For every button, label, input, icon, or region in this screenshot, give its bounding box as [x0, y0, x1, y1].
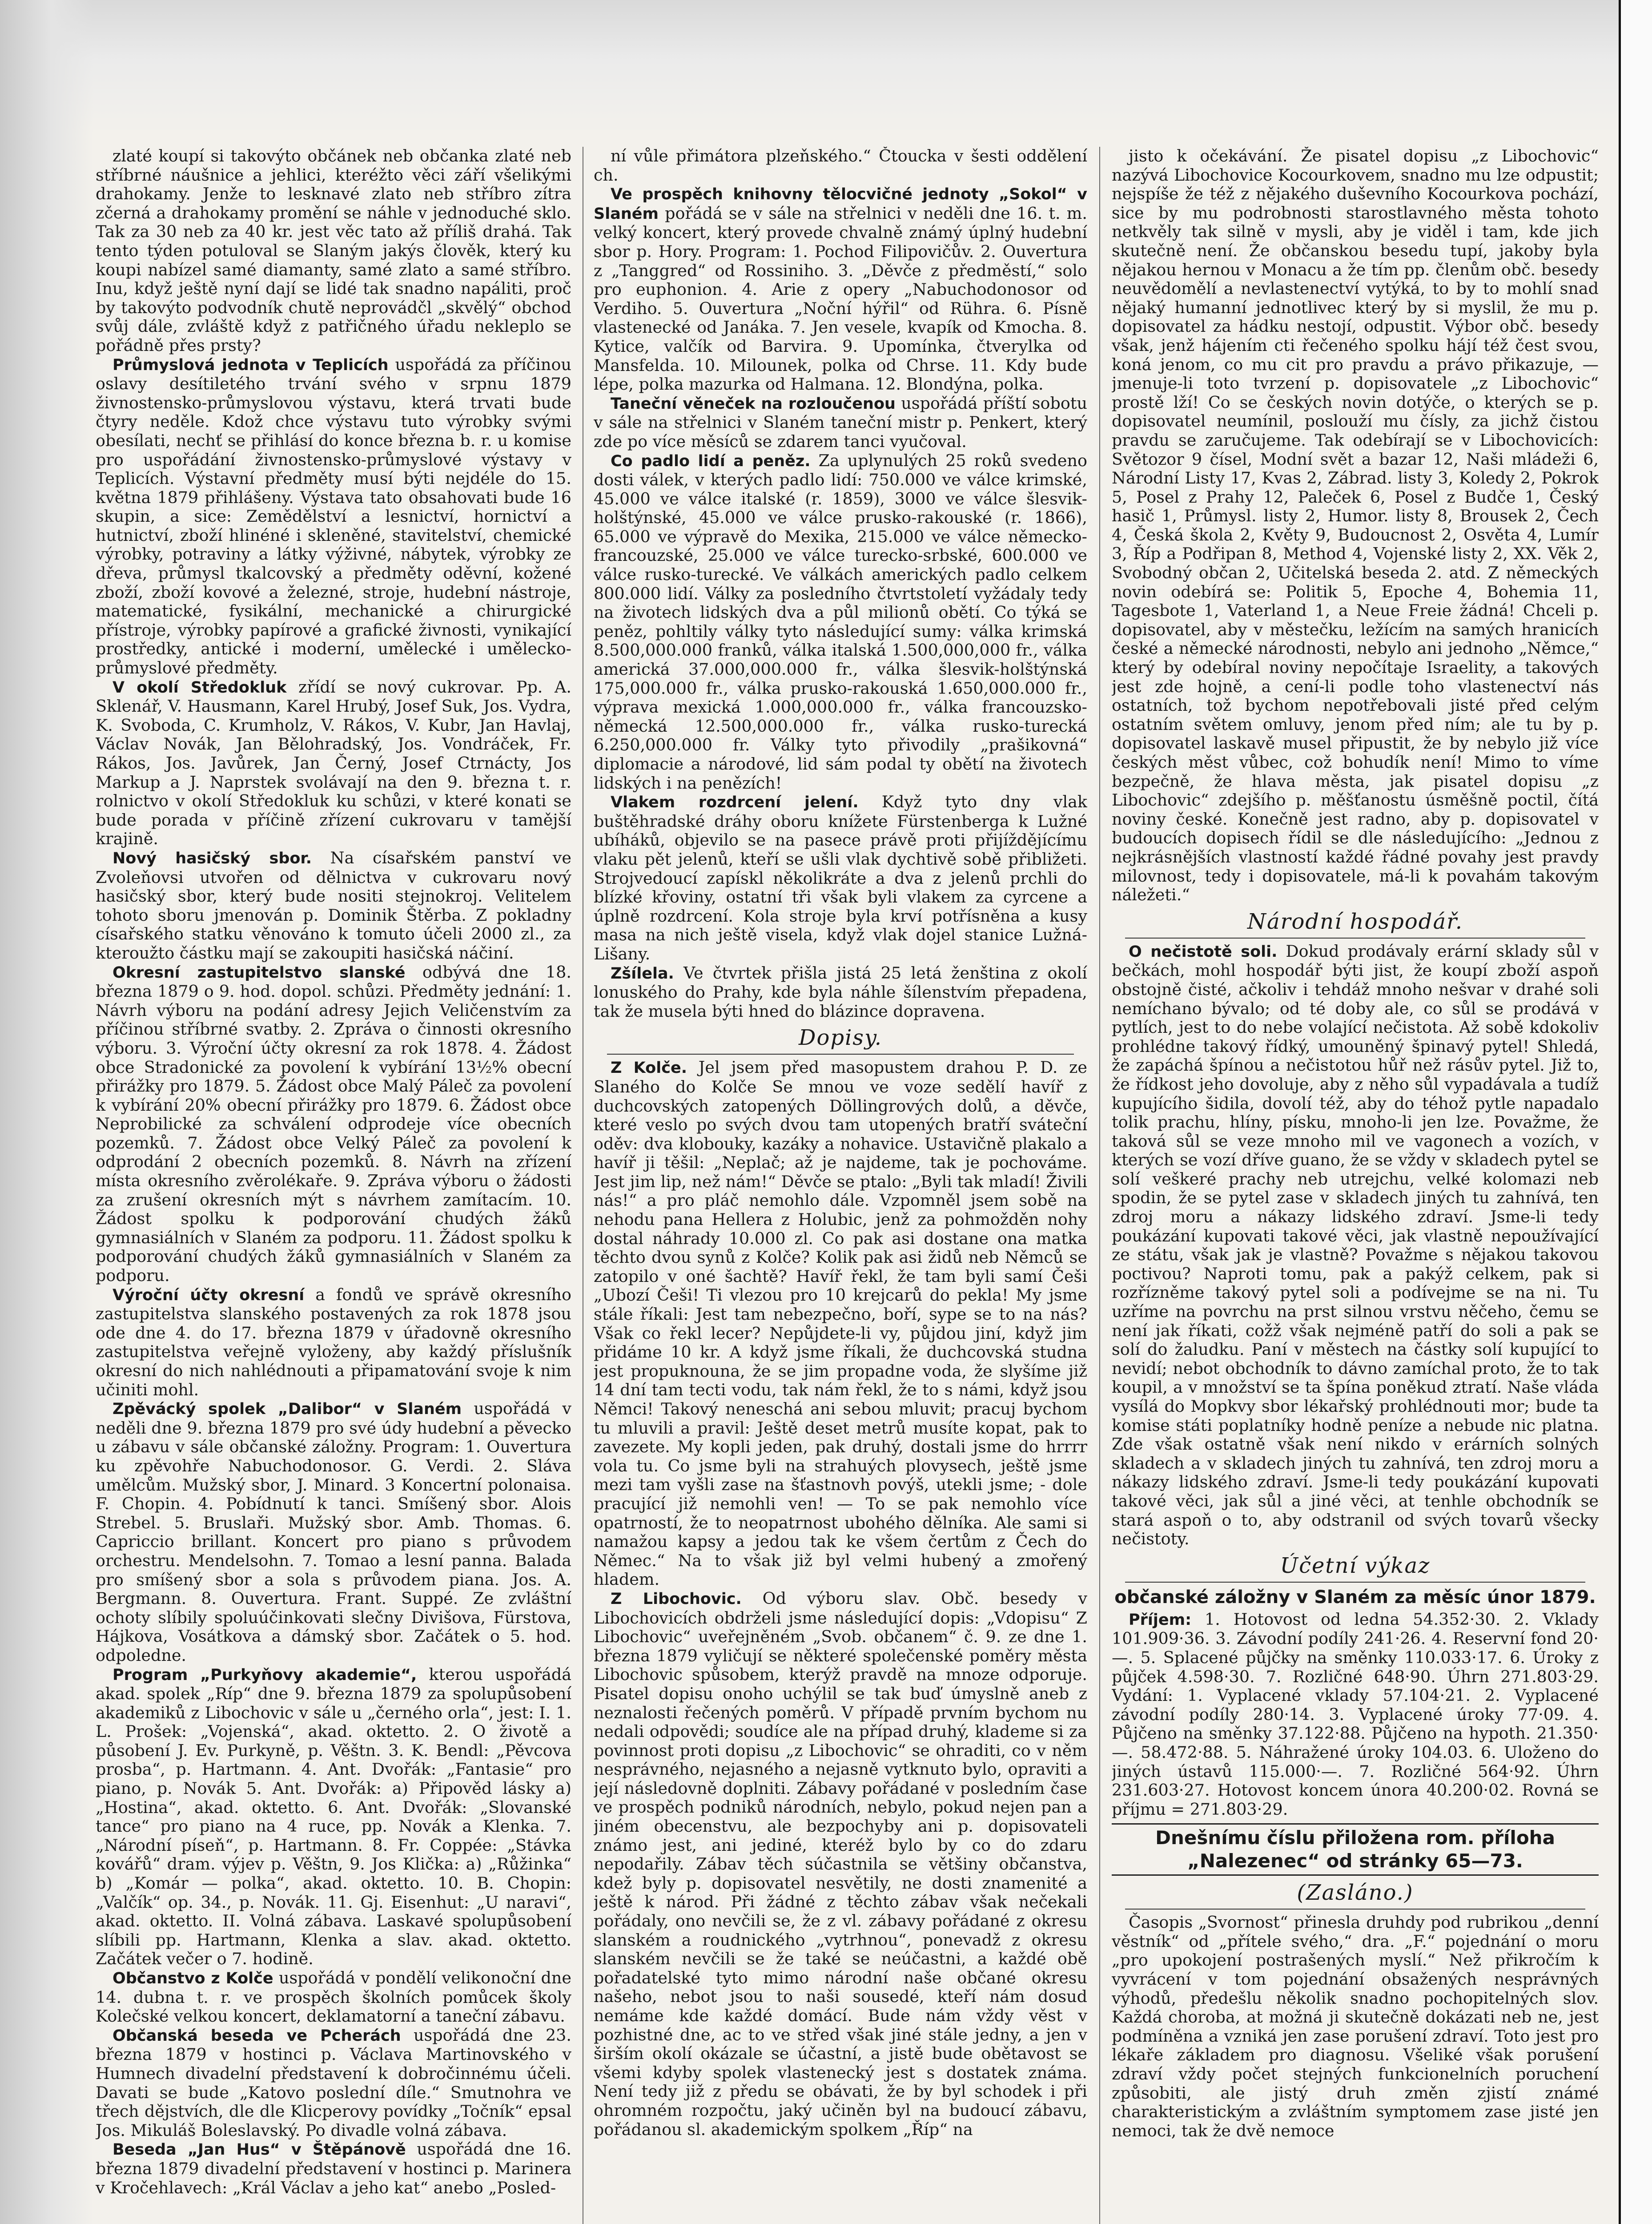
article-paragraph	[594, 964, 1087, 1021]
section-rule	[1125, 1909, 1585, 1910]
article-lead: Průmyslová jednota v Teplicích	[113, 356, 389, 374]
article-lead: Zpěvácký spolek „Dalibor“ v Slaném	[113, 1400, 462, 1418]
article-text: uspořádá dne 16. března 1879 divadelní představení v hostinci p. Marinera v Kročehlavech: „Král Václav a jeho kat“ anebo „Posled-	[96, 2139, 571, 2197]
article-lead: Z Libochovic.	[611, 1590, 742, 1608]
newspaper-page	[96, 147, 1599, 2224]
article-paragraph	[594, 1589, 1087, 2139]
article-text: Když tyto dny vlak buštěhradské dráhy oboru knížete Fürstenberga k Lužné ubíháků, objevilo se na pasece právě proti přijíždějícímu vlaku pět jelenů, kteří se ušli vlak dychtivě sobě přibližeti. Strojvedoucí zapískl několikráte a dva z jelenů prchli do blízké křoviny, ostatní tři však byli vlakem za cyrcene a úplně rozdrcení. Kola stroje byla krví potřísněna a kusy masa na nich ještě visela, když vlak dojel stanice Lužná-Lišany.	[594, 792, 1087, 963]
article-lead: Příjem:	[1129, 1611, 1192, 1629]
section-heading: Národní hospodář.	[1247, 909, 1463, 934]
article-text: odbývá dne 18. března 1879 o 9. hod. dopol. schůzi. Předměty jednání: 1. Návrh výboru na podání adresy Jejich Veličenstvím za příčinou stříbrné svatby. 2. Zpráva o činnosti okresního výboru. 3. Výroční účty okresní za rok 1878. 4. Žádost obce Stradonické za povolení k vybírání 13½% obecní přirážky pro 1879. 5. Žádost obce Malý Páleč za povolení k vybírání 20% obecní přirážky pro 1879. 6. Žádost obce Neprobilické za schválení odprodeje více obecních pozemků. 7. Žádost obce Velký Páleč za povolení k odprodání 2 obecních pozemků. 8. Návrh na zřízení místa okresního zvěrolékaře. 9. Zpráva výboru o žádosti za zrušení okresních mýt s návrhem zamítacím. 10. Žádost spolku k podporování chudých žáků gymnasiálních v Slaném za podporu. 11. Žádost spolku k podporování chudých žáků gymnasiálních v Slaném za podporu.	[96, 962, 571, 1285]
article-lead: Občanská beseda ve Pcherách	[113, 2027, 401, 2045]
scan-margin-right	[1619, 0, 1652, 2224]
section-heading: Dopisy.	[798, 1025, 883, 1051]
article-lead: Beseda „Jan Hus“ v Štěpánově	[113, 2141, 406, 2159]
scan-shadow-top	[0, 0, 1652, 133]
article-paragraph	[96, 147, 571, 355]
article-lead: Z Kolče.	[611, 1059, 687, 1077]
article-text: Ve čtvrtek přišla jistá 25 letá ženština z okolí lonuského do Prahy, kde byla náhle šílenstvím přepadena, tak že musela býti hned do blázince dopravena.	[594, 963, 1087, 1021]
article-text: Jel jsem před masopustem drahou P. D. ze Slaného do Kolče Se mnou ve voze sedělí havíř z duchcovských zatopených Döllingrových dolů, a děvče, které veslo po svých dvou tam utopených bratří sváteční oděv: dva klobouky, kazáky a nohavice. Ustavičně plakalo a havíř ji těšil: „Neplač; až je najdeme, tak je pochováme. Jest jim lip, než nám!“ Děvče se ptalo: „Byli tak mladí! Živili nás!“ a pro pláč nemohlo dále. Vzpomněl jsem sobě na nehodu pana Hellera z Holubic, jenž za pohmožděn nohy dostal náhrady 10.000 zl. Co pak asi dostane ona matka těchto dvou synů z Kolče? Kolik pak asi židů neb Němců se zatopilo v oné šachtě? Havíř řekl, že tam byli samí Češi „Ubozí Češi! Ti vlezou pro 10 krejcarů do pekla! My jsme stále říkali: Jest tam nebezpečno, boří, sype se to na nás? Však co řekl lecer? Nepůjdete-li vy, půjdou jiní, když jim přidáme 10 kr. A když jsme říkali, že duchcovská studna jest propuknouna, že se jim propadne voda, že slyšíme již 14 dní tam tecti vodu, tak nám řekl, že to s námi, když jsou Němci! Takový neneschá ani sebou mluvit; pracuj bychom tu mluvili a pravil: Ještě deset metrů musíte kopat, pak to zavezete. My kopli jeden, pak druhý, dostali jsme do hrrrr vola tu. Co jsme byli na strahuých plovysech, ještě jsme mezi tam vyšli zase na šťastnovh povýš, utekli jsme; - dole pracující již nemohli ven! — To se pak nemohlo více opatrností, že to neopatrnost ubohého dělníka. Ale sami si namažou kapsy a jedou tak ke všem čertům z Čech do Němec.“ Na to však již byl velmi hubený a zmořený hladem.	[594, 1058, 1087, 1589]
article-paragraph	[96, 849, 571, 963]
article-text: pořádá se v sále na střelnici v neděli dne 16. t. m. velký koncert, který provede chvalně známý úplný hudební sbor p. Hory. Program: 1. Pochod Filipovičův. 2. Ouvertura z „Tanggred“ od Rossiniho. 3. „Děvče z předměstí,“ solo pro euphonion. 4. Arie z opery „Nabuchodonosor od Verdiho. 5. Ouvertura „Noční hýřil“ od Rühra. 6. Písně vlastenecké od Janáka. 7. Jen vesele, kvapík od Kmocha. 8. Kytice, valčík od Barvira. 9. Upomínka, čtverylka od Mansfelda. 10. Milounek, polka od Chrse. 11. Kdy bude lépe, polka mazurka od Halmana. 12. Blondýna, polka.	[594, 203, 1087, 394]
article-paragraph	[594, 147, 1087, 185]
article-paragraph	[96, 1399, 571, 1665]
article-text: 1. Hotovost od ledna 54.352·30. 2. Vklady 101.909·36. 3. Závodní podíly 241·26. 4. Reservní fond 20·—. 5. Splacené půjčky na směnky 110.033·17. 6. Úroky z půjček 4.598·30. 7. Rozličné 648·90. Úhrn 271.803·29. Vydání: 1. Vyplacené vklady 57.104·21. 2. Vyplacené závodní podíly 280·14. 3. Vyplacené úroky 77·09. 4. Půjčeno na směnky 37.122·88. Půjčeno na hypoth. 21.350·—. 58.472·88. 5. Náhražené úroky 104.03. 6. Uloženo do jiných ústavů 115.000·—. 7. Rozličné 564·92. Úhrn 231.603·27. Hotovost koncem února 40.200·02. Rovná se příjmu = 271.803·29.	[1112, 1609, 1599, 1819]
section-rule	[1125, 938, 1585, 939]
supplement-notice: Dnešnímu číslu přiložena rom. příloha „Nalezenec“ od stránky 65—73.	[1112, 1823, 1599, 1876]
article-paragraph	[96, 2140, 571, 2197]
article-text: uspořádá za příčinou oslavy desítiletého trvání svého v srpnu 1879 živnostensko-průmyslovou výstavu, která trvati bude čtyry neděle. Kdož chce výstavu tuto výrobky svými obesílati, nechť se přihlásí do konce března b. r. u komise pro uspořádání živnostensko-průmyslové výstavy v Teplicích. Výstavní předměty musí býti nejdéle do 15. května 1879 přihlášeny. Výstava tato obsahovati bude 16 skupin, a sice: Zemědělství a lesnictví, hornictví a hutnictví, zboží hlinéné i skleněné, stavitelství, chemické výrobky, potraviny a látky výživné, nábytek, výrobky ze dřeva, průmysl tkalcovský a předměty oděvní, kožené zboží, zboží kovové a železné, stroje, hudební nástroje, matematické, fysikální, mechanické a chirurgické přístroje, výrobky papírové a grafické živnosti, vynikající prostředky, antické i moderní, umělecké i umělecko-průmyslové předměty.	[96, 355, 571, 678]
article-paragraph	[96, 963, 571, 1285]
article-text: Časopis „Svornost“ přinesla druhdy pod rubrikou „denní věstník“ od „přítele svého,“ dra. „F.“ pojednání o moru „pro upokojení postrašených myslí.“ Než přikročím k vyvrácení v tom pojednání obsažených nesprávných výhodů, předešlu několik snadno pochopitelných slov. Každá choroba, at možná ji skutečně dokázati neb ne, jest podmíněna a vzniká jen zase porušení zdraví. Toto jest pro lékaře základem pro diagnosu. Všeliké však porušení zdraví vždy počet stejných funkcionelních poruchení způsobiti, ale jistý druh změn zjistí známé charakteristickým a zvláštním symptomem zase jisté jen nemoci, tak že dvě nemoce	[1112, 1913, 1599, 2140]
article-lead: V okolí Středokluk	[113, 678, 287, 697]
article-text: Za uplynulých 25 roků svedeno dosti válek, v kterých padlo lidí: 750.000 ve válce krimské, 45.000 ve válce italské (r. 1859), 3000 ve válce šlesvik-holštýnské, 45.000 ve válce prusko-rakouské (r. 1866), 65.000 ve výpravě do Mexika, 215.000 ve válce německo-francouzské, 25.000 ve válce turecko-srbské, 600.000 ve válce rusko-turecké. Ve válkách amerických padlo celkem 800.000 lidí. Války za posledního čtvrtstoletí vyžádaly tedy na životech lidských dva a půl milionů obětí. Co týká se peněz, pohltily války tyto následující sumy: válka krimská 8.500,000.000 franků, válka italská 1.500,000,000 fr., válka americká 37.000,000.000 fr., válka šlesvik-holštýnská 175,000.000 fr., válka prusko-rakouská 1.650,000.000 fr., výprava mexická 1.000,000.000 fr., válka francouzsko-německá 12.500,000.000 fr., válka rusko-turecká 6.250,000.000 fr. Války tyto přivodily „prašikovná“ diplomacie a národové, lid sám podal ty obětí na životech lidských i na penězích!	[594, 451, 1087, 793]
article-text: zlaté koupí si takovýto občánek neb občanka zlaté neb stříbrné náušnice a jehlici, kteréžto věci září všelikými drahokamy. Jenže to lesknavé zlato neb stříbro zítra zčerná a drahokamy promění se náhle v jednoduché sklo. Tak za 30 neb za 40 kr. jest věc tato až příliš drahá. Tak tento týden potuloval se Slaným jakýs člověk, který ku koupi nabízel samé diamanty, samé zlato a samé stříbro. Inu, když ještě nyní dají se lidé tak snadno napáliti, proč by takovýto podvodník chutě neprovádčl „skvělý“ obchod svůj dále, zvláště když z patřičného úřadu nekleplo se pořádně přes prsty?	[96, 147, 571, 355]
article-lead: Nový hasičský sbor.	[113, 849, 312, 867]
article-paragraph	[96, 1969, 571, 2026]
article-paragraph	[594, 185, 1087, 394]
section-rule	[1125, 1582, 1585, 1583]
column-divider	[1099, 147, 1100, 2224]
article-paragraph	[96, 1665, 571, 1969]
article-text: uspořádá příští sobotu v sále na střelnici v Slaném taneční mistr p. Penkert, který zde po více měsíců se zdarem tanci vyučoval.	[594, 393, 1087, 451]
article-lead: Taneční věneček na rozloučenou	[611, 395, 896, 413]
article-text: Dokud prodávaly erární sklady sůl v bečkách, mohl hospodář býti jist, že koupí zboží aspoň obstojně čisté, ačkoliv i tehdáž mnoho nešvar v drahé soli nemíchano bývalo; od té doby ale, co sůl se prodává v pytlích, jest to do nebe volající nečistota. Až sobě kdokoliv prohlédne takový řídký, umouněný špinavý pytel! Shledá, že zapáchá špínou a nečistotou hůř než rásův pytel. Již to, že řídkost jeho dovoluje, aby z něho sůl vypadávala a tudíž kupujícího šidila, dovolí též, aby do téhož pytle napadalo tolik prachu, hlíny, písku, mnoho-li jen lze. Považme, že taková sůl se veze mnoho mil ve vagonech a vozích, v kterých se vozí dříve guano, že se vždy v skladech pytel se solí veškeré prachy neb utrejchu, velké kolomazi neb spodin, že se pytel zase v skladech jiných tu zahnívá, ten zdroj moru a nákazy lidského zdraví. Jsme-li tedy poukázání kupovati takové věci, jak vlastně nepoužívající ze státu, však jak je vlastně? Považme s nějakou takovou poctivou? Naproti tomu, pak a pakýž celkem, pak si rozřízněme takový pytel soli a podívejme se na ni. Tu uzříme na povrchu na prst silnou vrstvu něčeho, čemu se není jak říkati, cožž však nejméně patří do soli a pak se solí do žaludku. Paní v městech na částky solí kupující to nevidí; nebot obchodník to dávno zamíchal proto, že to tak koupil, a v množství se ta špína poněkud ztratí. Naše vláda vysílá do Mopkvy sbor lékařský prohlédnouti mor; bude ta komise státi poplatníky hodně peníze a nebude nic platna. Zde však ostatně však není nikdo v erárních solných skladech a v skladech jiných tu zahnívá, ten zdroj moru a nákazy lidského zdraví. Jsme-li tedy poukázání kupovati takové věci, jak sůl a jiné věci, at tenhle obchodník se stará aspoň o to, aby odstranil od svých tovarů všecky nečistoty.	[1112, 941, 1599, 1549]
article-lead: Co padlo lidí a peněz.	[611, 452, 811, 470]
article-text: uspořádá v neděli dne 9. března 1879 pro své údy hudební a pěvecko u zábavu v sále občanské záložny. Program: 1. Ouvertura ku zpěvohře Nabuchodonosor. G. Verdi. 2. Sláva umělcům. Mužský sbor, J. Minard. 3 Koncertní polonaisa. F. Chopin. 4. Pobídnutí k tanci. Smíšený sbor. Alois Strebel. 5. Bruslaři. Mužský sbor. Amb. Thomas. 6. Capriccio brillant. Koncert pro piano s průvodem orchestru. Mendelsohn. 7. Tomao a lesní panna. Balada pro smíšený sbor a sola s průvodem piana. Jos. A. Bergmann. 8. Ouvertura. Frant. Suppé. Ze zvláštní ochoty slíbily spoluúčinkovati slečny Divišova, Fürstova, Hájkova, Vosátkova a dámský sbor. Začátek o 5. hod. odpoledne.	[96, 1399, 571, 1665]
article-text: jisto k očekávání. Že pisatel dopisu „z Libochovic“ nazývá Libochovice Kocourkovem, snadno mu lze odpustit; nejspíše že též z nějakého duševního Kocourkova pochází, sice by mu podrobnosti starostlavného města tohoto netkvěly tak silně v mysli, aby je viděl i tam, kde jich skutečně není. Že občanskou besedu tupí, jakoby byla nějakou hernou v Monacu a že tím pp. členům obč. besedy neuvědomělí a nevlastenectví vytýká, to by to mohlí snad nějaký humanní jednotlivec který by si myslil, že mu p. dopisovatel za hádku nestojí, odpustit. Výbor obč. besedy však, jenž hájením cti řečeného spolku hájí též čest svou, koná jenom, co mu cit pro pravdu a právo přikazuje, — jmenuje-li toto tvrzení p. dopisovatele „z Libochovic“ prostě lží! Co se českých novin dotýče, o kterých se p. dopisovatel neumínil, poslouží mu čísly, za jichž čistou pravdu se zaručujeme. Tak odebírají se v Libochovicích: Světozor 9 čísel, Modní svět a bazar 12, Naši mládeži 6, Národní Listy 17, Kvas 2, Zábrad. listy 3, Koledy 2, Pokrok 5, Posel z Prahy 12, Paleček 6, Posel z Budče 1, Český hasič 1, Průmysl. listy 2, Humor. listy 8, Brousek 2, Čech 4, Česká škola 2, Květy 9, Budoucnost 2, Osvěta 4, Lumír 3, Říp a Podřipan 8, Method 4, Vojenské listy 2, XX. Věk 2, Svobodný občan 2, Učitelská beseda 2. atd. Z německých novin odebírá se: Politik 5, Epoche 4, Bohemia 11, Tagesbote 1, Vaterland 1, a Neue Freie žádná! Chceli p. dopisovatel, aby v městečku, ležícím na samých hranicích české a německé národnosti, nebylo ani jednoho „Němce,“ který by odebíral noviny nepočítaje Israelity, a takových jest zde hojně, a cení-li podle toho vlastenectví nás ostatních, tož bychom nepotřebovali jisté před celým ostatním světem omluvy, jenom před ním; ale tu by p. dopisovatel laskavě musel připustit, že by nebylo již více českých měst vůbec, což bohudík není! Mimo to víme bezpečně, že hlava města, jak pisatel dopisu „z Libochovic“ zdejšího p. měšťanostu úsměšně poctil, čítá noviny české. Konečně jest radno, aby p. dopisovatel v budoucích dopisech řídil se dle následujícího: „Jednou z nejkrásnějších vlastností každé řádné povahy jest pravdy milovnost, tedy i dopisovatele, má-li k povahám takovým náležeti.“	[1112, 147, 1599, 905]
article-paragraph	[594, 1058, 1087, 1589]
column-3	[1112, 147, 1599, 2224]
section-rule	[607, 1054, 1074, 1055]
article-text: kterou uspořádá akad. spolek „Ríp“ dne 9. března 1879 za spolupůsobení akademiků z Libochovic v sále u „černého orla“, jest: I. 1. L. Prošek: „Vojenská“, akad. oktetto. 2. O životě a působení J. Ev. Purkyně, p. Věštn. 3. K. Bendl: „Pěvcova prosba“, p. Hartmann. 4. Ant. Dvořák: „Fantasie“ pro piano, p. Novák 5. Ant. Dvořák: a) Připověd lásky a) „Hostina“, akad. oktetto. 6. Ant. Dvořák: „Slovanské tance“ pro piano na 4 ruce, pp. Novák a Klenka. 7. „Národní píseň“, p. Hartmann. 8. Fr. Coppée: „Stávka kovářů“ dram. výjev p. Věštn, 9. Jos Klička: a) „Růžinka“ b) „Komár — polka“, akad. oktetto. 10. B. Chopin: „Valčík“ op. 34., p. Novák. 11. Gj. Eisenhut: „U naravi“, akad. oktetto. II. Volná zábava. Laskavé spolupůsobení slíbili pp. Hartmann, Klenka a slav. akad. oktetto. Začátek večer o 7. hodině.	[96, 1664, 571, 1969]
article-paragraph	[96, 1285, 571, 1400]
article-paragraph	[1112, 942, 1599, 1549]
article-lead: Okresní zastupitelstvo slanské	[113, 963, 406, 982]
article-lead: Výroční účty okresní	[113, 1286, 305, 1304]
column-2	[594, 147, 1087, 2224]
article-lead: Zšílela.	[611, 964, 674, 983]
article-text: uspořádá dne 23. března 1879 v hostinci p. Václava Martinovského v Humnech divadelní představení k dobročinnému účeli. Davati se bude „Katovo poslední díle.“ Smutnohra ve třech dějstvích, dle dle Klicperovy povídky „Točník“ epsal Jos. Mikuláš Boleslavský. Po divadle volná zábava.	[96, 2025, 571, 2140]
article-paragraph	[96, 2026, 571, 2140]
article-lead: O nečistotě soli.	[1129, 943, 1278, 961]
article-text: ní vůle přimátora plzeňského.“ Čtoucka v šesti oddělení ch.	[594, 147, 1087, 185]
article-text: Na císařském panství ve Zvoleňovsi utvořen od dělnictva v cukrovaru nový hasičský sbor, který bude nositi stejnokroj. Velitelem tohoto sboru jmenován p. Dominik Štěrba. Z pokladny císařského statku věnováno k tomuto účeli 2000 zl., za kteroužto částku mají se zakoupiti hasičská náčiní.	[96, 848, 571, 963]
article-paragraph	[594, 451, 1087, 793]
article-paragraph	[594, 394, 1087, 451]
article-lead: Program „Purkyňovy akademie“,	[113, 1666, 417, 1684]
article-paragraph	[1112, 1610, 1599, 1819]
article-lead: Vlakem rozdrcení jelení.	[611, 794, 859, 812]
section-subheading: občanské záložny v Slaném za měsíc únor 1879.	[1114, 1587, 1596, 1608]
article-paragraph	[1112, 147, 1599, 905]
article-text: zřídí se nový cukrovar. Pp. A. Sklenář, V. Hausmann, Karel Hrubý, Josef Suk, Jos. Vydra, K. Svoboda, C. Krumholz, V. Rákos, V. Kubr, Jan Havlaj, Václav Novák, Jan Bělohradský, Jos. Vondráček, Fr. Rákos, Jos. Javůrek, Jan Černý, Josef Ctrnácty, Jos Markup a J. Naprstek svolávají na den 9. března t. r. rolnictvo v okolí Středokluk ku schůzi, v které konati se bude porada v příčině zřízení cukrovaru v tamější krajině.	[96, 677, 571, 849]
scan-shadow-left	[0, 0, 93, 2224]
article-text: a fondů ve správě okresního zastupitelstva slanského postavených za rok 1878 jsou ode dne 4. do 17. března 1879 v úřadovně okresního zastupitelstva veřejně vyloženy, aby každý příslušník okresní do nich nahlédnouti a připamatování svoje k nim učiniti mohl.	[96, 1285, 571, 1399]
column-1	[96, 147, 571, 2224]
section-heading: Účetní výkaz	[1280, 1553, 1431, 1578]
article-paragraph	[96, 678, 571, 849]
section-heading: (Zasláno.)	[1297, 1880, 1414, 1906]
article-paragraph	[1112, 1913, 1599, 2140]
article-text: Od výboru slav. Obč. besedy v Libochovicích obdrželi jsme následující dopis: „Vdopisu“ Z Libochovic“ uveřejněném „Svob. občanem“ č. 9. ze dne 1. března 1879 vyličují se některé společenské poměry města Libochovic spůsobem, kterýž pravdě na mnoze odporuje. Pisatel dopisu onoho uchýlil se tak buď úmyslně aneb z neznalosti řečených poměrů. V případě prvním bychom nu nedali odpovědi; soudíce ale na případ druhý, klademe si za povinnost proti dopisu „z Libochovic“ se ohraditi, co v něm nesprávného, nejasného a nejasně vytknuto bylo, opraviti a její následovně doplniti. Zábavy pořádané v posledním čase ve prospěch podniků národních, nebylo, pokud nejen pan a jiném obecenstvu, ale bezpochyby ani p. dopisovateli známo jest, ani jediné, kteréž bylo by co do zdaru nepodařily. Zábav těch súčastnila se většiny občanstva, kdež byly p. dopisovatel nesvětily, ne dosti znamenité a ještě k národ. Při žádné z těchto zábav však nečekali pořádaly, ono nevčili se, že z vl. zábavy pořádané z okresu slanském a roudnického „vytrhnou“, ponevadž z okresu slanském nevčili se že také se neúčastni, a každé obě pořadatelské tyto mimo národní naše občané okresu našeho, nebot jsou to naši sousedé, kteří nám dosud nemáme kde každé domácí. Bude nám vždy věst v pozhistné dne, ac to ve střed však jiné stále jedny, a jen v širším okolí okázale se účastní, a jistě bude obětavost se všemi kdyby spolek vlastenecký jest s dostatek známa. Není tedy již z předu se obávati, že by byl schodek i při ohromném rozpočtu, jaký učiněn byl na budoucí zábavu, pořádanou sl. akademickým spolkem „Říp“ na	[594, 1588, 1087, 2139]
article-text: uspořádá v pondělí velikonoční dne 14. dubna t. r. ve prospěch školních pomůcek školy Kolečské velkou koncert, deklamatorní a taneční zábavu.	[96, 1968, 571, 2026]
article-lead: Ve prospěch knihovny tělocvičné jednoty „Sokol“ v Slaném	[594, 185, 1087, 223]
article-paragraph	[594, 793, 1087, 963]
article-paragraph	[96, 355, 571, 678]
article-lead: Občanstvo z Kolče	[113, 1970, 273, 1987]
